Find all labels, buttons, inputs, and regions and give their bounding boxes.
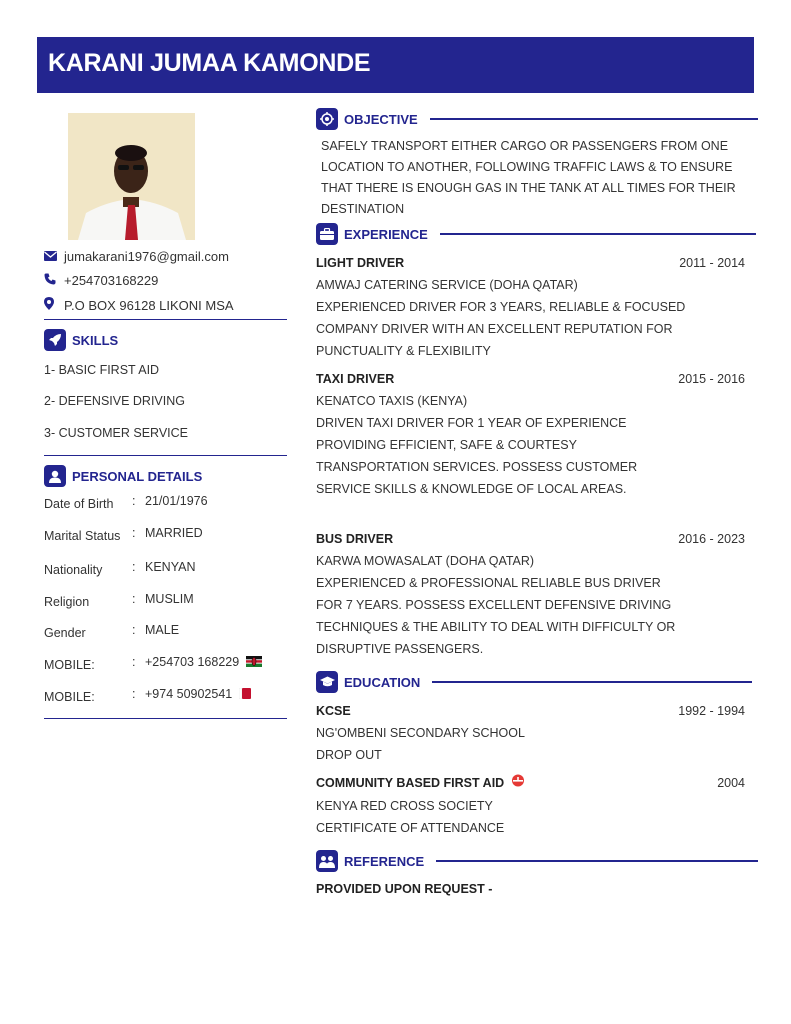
- email-text[interactable]: jumakarani1976@gmail.com: [64, 249, 229, 264]
- edu-2-years: 2004: [717, 776, 745, 790]
- gender-label: Gender: [44, 626, 86, 640]
- edu-2-name: COMMUNITY BASED FIRST AID: [316, 776, 505, 790]
- name-header: [37, 37, 754, 93]
- reference-heading: [316, 850, 758, 872]
- job-3-years: 2016 - 2023: [678, 532, 745, 546]
- edu-2-details: KENYA RED CROSS SOCIETY CERTIFICATE OF ATTENDANCE: [316, 799, 505, 835]
- phone-row: [44, 273, 158, 288]
- job-2-years: 2015 - 2016: [678, 372, 745, 386]
- skills-divider: [44, 455, 287, 456]
- reference-text: PROVIDED UPON REQUEST -: [316, 882, 493, 896]
- phone-icon: [44, 273, 58, 288]
- address-text: P.O BOX 96128 LIKONI MSA: [64, 298, 234, 313]
- job-2-details: KENATCO TAXIS (KENYA) DRIVEN TAXI DRIVER FOR 1 YEAR OF EXPERIENCE PROVIDING EFFICIENT, SAFE & COURTESY TRANSPORTATION SERVICES. POSSESS CUSTOMER SERVICE SKILLS & KNOWLEDGE OF LOCAL AREAS.: [316, 394, 638, 496]
- personal-details-title: PERSONAL DETAILS: [72, 468, 203, 484]
- job-1-role: LIGHT DRIVER: [316, 256, 405, 270]
- rocket-icon: [44, 329, 66, 351]
- mobile-label-1: MOBILE:: [44, 658, 95, 672]
- objective-title: OBJECTIVE: [344, 111, 418, 127]
- kenya-flag-icon: [246, 656, 262, 670]
- location-pin-icon: [44, 297, 58, 313]
- reference-title: REFERENCE: [344, 853, 425, 869]
- experience-rule: [440, 233, 756, 235]
- objective-heading: [316, 108, 758, 130]
- briefcase-icon: [316, 223, 338, 245]
- edu-2-name-row: [316, 773, 525, 794]
- phone-text: +254703168229: [64, 273, 159, 288]
- religion-value: MUSLIM: [145, 592, 194, 606]
- contact-divider: [44, 319, 287, 320]
- personal-divider: [44, 718, 287, 719]
- email-row: [44, 249, 229, 264]
- skills-heading: [44, 329, 118, 351]
- edu-1-years: 1992 - 1994: [678, 704, 745, 718]
- job-3-role: BUS DRIVER: [316, 532, 394, 546]
- gender-value: MALE: [145, 623, 180, 637]
- education-rule: [432, 681, 752, 683]
- mobile-qatar-value: +974 50902541: [145, 687, 233, 701]
- objective-text: SAFELY TRANSPORT EITHER CARGO OR PASSENGERS FROM ONE LOCATION TO ANOTHER, FOLLOWING TRAFFIC LAWS & TO ENSURE THAT THERE IS ENOUGH GAS IN THE TANK AT ALL TIMES FOR THEIR DESTINATION: [321, 139, 736, 216]
- edu-1-name: KCSE: [316, 704, 351, 718]
- person-icon: [44, 465, 66, 487]
- dob-label: Date of Birth: [44, 497, 114, 511]
- job-3-details: KARWA MOWASALAT (DOHA QATAR) EXPERIENCED & PROFESSIONAL RELIABLE BUS DRIVER FOR 7 YEARS. POSSESS EXCELLENT DEFENSIVE DRIVING TECHNIQUES & THE ABILITY TO DEAL WITH DIFFICULTY OR DISRUPTIVE PASSENGERS.: [316, 554, 676, 656]
- nationality-value: KENYAN: [145, 560, 196, 574]
- full-name: KARANI JUMAA KAMONDE: [48, 49, 371, 77]
- graduation-cap-icon: [316, 671, 338, 693]
- skills-title: SKILLS: [72, 332, 119, 348]
- objective-rule: [430, 118, 758, 120]
- envelope-icon: [44, 250, 58, 264]
- experience-title: EXPERIENCE: [344, 226, 428, 242]
- job-1-years: 2011 - 2014: [679, 256, 745, 270]
- mobile-label-2: MOBILE:: [44, 690, 95, 704]
- personal-details-heading: [44, 465, 202, 487]
- job-1-details: AMWAJ CATERING SERVICE (DOHA QATAR) EXPERIENCED DRIVER FOR 3 YEARS, RELIABLE & FOCUSED COMPANY DRIVER WITH AN EXCELLENT REPUTATION FOR PUNCTUALITY & FLEXIBILITY: [316, 278, 686, 358]
- target-icon: [316, 108, 338, 130]
- address-row: [44, 297, 234, 313]
- experience-heading: [316, 223, 756, 245]
- marital-value: MARRIED: [145, 526, 203, 540]
- nationality-label: Nationality: [44, 563, 103, 577]
- skill-item-2: 2- DEFENSIVE DRIVING: [44, 394, 185, 408]
- skill-item-1: 1- BASIC FIRST AID: [44, 363, 160, 377]
- people-icon: [316, 850, 338, 872]
- reference-rule: [436, 860, 758, 862]
- qatar-flag-icon: [239, 688, 251, 702]
- portrait-image: [68, 113, 195, 240]
- dob-value: 21/01/1976: [145, 494, 208, 508]
- first-aid-helmet-icon: [511, 773, 525, 794]
- mobile-kenya-value: +254703 168229: [145, 655, 240, 669]
- edu-1-details: NG'OMBENI SECONDARY SCHOOL DROP OUT: [316, 726, 525, 762]
- profile-photo: [68, 113, 195, 240]
- marital-label: Marital Status: [44, 529, 121, 543]
- skill-item-3: 3- CUSTOMER SERVICE: [44, 426, 189, 440]
- education-title: EDUCATION: [344, 674, 421, 690]
- job-2-role: TAXI DRIVER: [316, 372, 395, 386]
- religion-label: Religion: [44, 595, 90, 609]
- education-heading: [316, 671, 752, 693]
